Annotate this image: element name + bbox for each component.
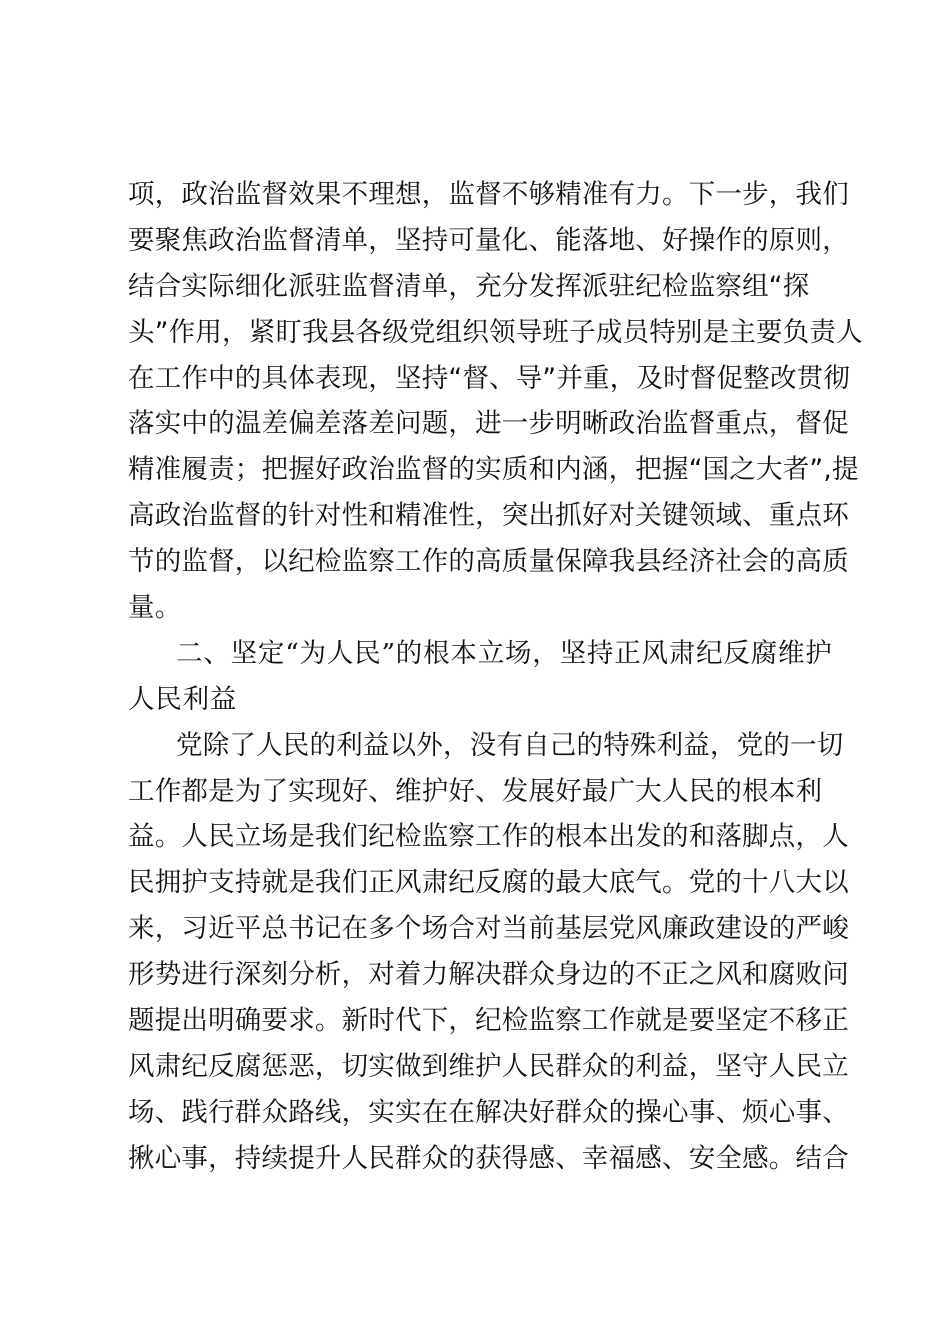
section-heading-line: 二、坚定“为人民”的根本立场，坚持正风肃纪反腐维护	[176, 637, 833, 669]
paragraph-line: 节的监督，以纪检监察工作的高质量保障我县经济社会的高质	[128, 546, 849, 578]
paragraph-line: 党除了人民的利益以外，没有自己的特殊利益，党的一切	[176, 729, 844, 761]
paragraph-line: 民拥护支持就是我们正风肃纪反腐的最大底气。党的十八大以	[128, 867, 849, 899]
paragraph-line: 头”作用，紧盯我县各级党组织领导班子成员特别是主要负责人	[128, 316, 863, 348]
paragraph-line: 在工作中的具体表现，坚持“督、导”并重，及时督促整改贯彻	[128, 362, 851, 394]
paragraph-line: 益。人民立场是我们纪检监察工作的根本出发的和落脚点，人	[128, 821, 849, 853]
paragraph-line: 精准履责；把握好政治监督的实质和内涵，把握“国之大者”,提	[128, 454, 859, 486]
main-paragraph	[128, 723, 849, 1182]
document-body	[128, 172, 863, 1182]
section-heading	[128, 631, 833, 723]
paragraph-line: 高政治监督的针对性和精准性，突出抓好对关键领域、重点环	[128, 500, 849, 532]
continued-paragraph	[128, 172, 863, 631]
paragraph-line: 风肃纪反腐惩恶，切实做到维护人民群众的利益，坚守人民立	[128, 1050, 849, 1082]
paragraph-line: 量。	[128, 592, 182, 624]
paragraph-line: 题提出明确要求。新时代下，纪检监察工作就是要坚定不移正	[128, 1005, 849, 1037]
paragraph-line: 形势进行深刻分析，对着力解决群众身边的不正之风和腐败问	[128, 959, 849, 991]
section-heading-line: 人民利益	[128, 683, 238, 715]
paragraph-line: 来，习近平总书记在多个场合对当前基层党风廉政建设的严峻	[128, 913, 849, 945]
paragraph-line: 落实中的温差偏差落差问题，进一步明晰政治监督重点，督促	[128, 408, 849, 440]
paragraph-line: 结合实际细化派驻监督清单，充分发挥派驻纪检监察组“探	[128, 270, 810, 302]
paragraph-line: 要聚焦政治监督清单，坚持可量化、能落地、好操作的原则，	[128, 224, 849, 256]
paragraph-line: 揪心事，持续提升人民群众的获得感、幸福感、安全感。结合	[128, 1142, 849, 1174]
paragraph-line: 项，政治监督效果不理想，监督不够精准有力。下一步，我们	[128, 179, 849, 210]
paragraph-line: 工作都是为了实现好、维护好、发展好最广大人民的根本利	[128, 775, 823, 807]
paragraph-line: 场、践行群众路线，实实在在解决好群众的操心事、烦心事、	[128, 1096, 849, 1128]
